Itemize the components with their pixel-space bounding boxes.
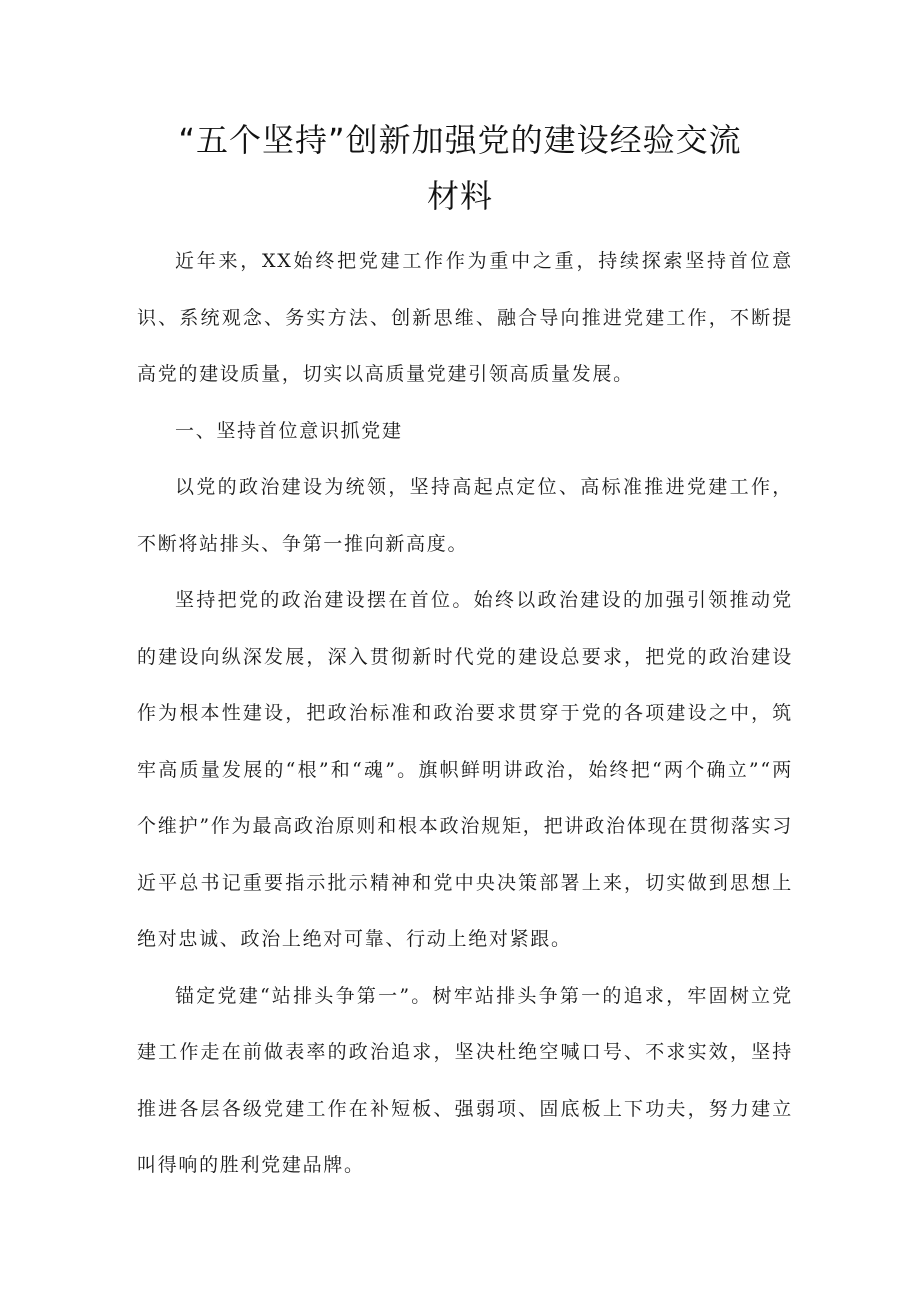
title-line-1: “五个坚持”创新加强党的建设经验交流: [178, 121, 742, 159]
section-heading-1: 一、坚持首位意识抓党建: [175, 419, 403, 442]
document-title: [120, 112, 800, 224]
document-body: [137, 233, 793, 1194]
paragraph-political-building: 坚持把党的政治建设摆在首位。始终以政治建设的加强引领推动党的建设向纵深发展，深入贯彻新时代党的建设总要求，把党的政治建设作为根本性建设，把政治标准和政治要求贯穿于党的各项建设之中，筑牢高质量发展的“根”和“魂”。旗帜鲜明讲政治，始终把“两个确立”“两个维护”作为最高政治原则和根本政治规矩，把讲政治体现在贯彻落实习近平总书记重要指示批示精神和党中央决策部署上来，切实做到思想上绝对忠诚、政治上绝对可靠、行动上绝对紧跟。: [137, 589, 793, 950]
paragraph-first-place: 锚定党建“站排头争第一”。树牢站排头争第一的追求，牢固树立党建工作走在前做表率的政治追求，坚决杜绝空喊口号、不求实效，坚持推进各层各级党建工作在补短板、强弱项、固底板上下功夫，努力建立叫得响的胜利党建品牌。: [137, 984, 793, 1176]
paragraph-intro: 近年来，XX始终把党建工作作为重中之重，持续探索坚持首位意识、系统观念、务实方法、创新思维、融合导向推进党建工作，不断提高党的建设质量，切实以高质量党建引领高质量发展。: [137, 250, 793, 385]
title-line-2: 材料: [426, 177, 493, 215]
paragraph-section-intro: 以党的政治建设为统领，坚持高起点定位、高标准推进党建工作，不断将站排头、争第一推向新高度。: [137, 476, 793, 555]
